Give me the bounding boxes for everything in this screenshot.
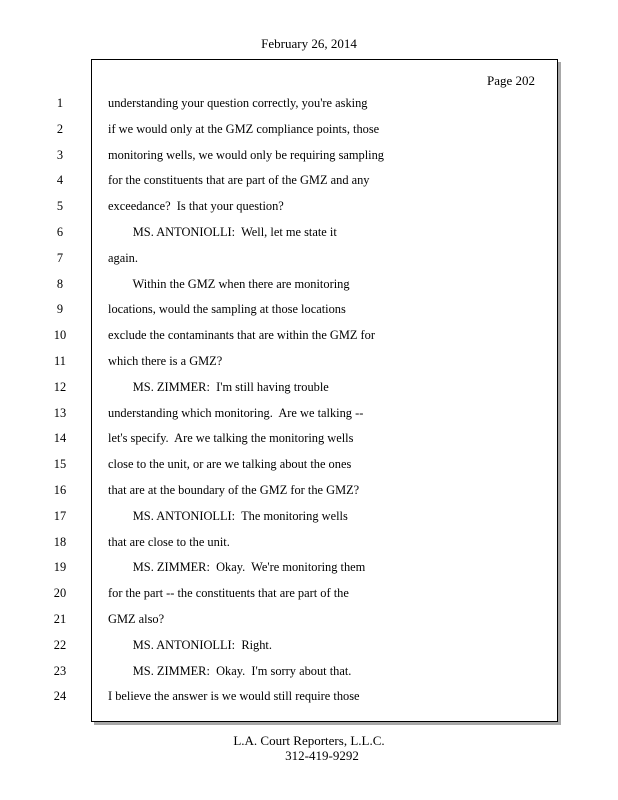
transcript-line	[0, 276, 618, 302]
transcript-line	[0, 147, 618, 173]
transcript-line	[0, 611, 618, 637]
line-number: 10	[53, 328, 67, 343]
line-text: again.	[108, 250, 138, 265]
line-number: 16	[53, 482, 67, 497]
line-number: 19	[53, 560, 67, 575]
line-text: for the constituents that are part of the GMZ and any	[108, 173, 370, 188]
line-number: 3	[56, 147, 64, 162]
page-number: Page 202	[486, 73, 535, 88]
transcript-line	[0, 534, 618, 560]
line-text: exceedance? Is that your question?	[108, 199, 284, 214]
line-number: 18	[53, 534, 67, 549]
line-number: 13	[53, 405, 67, 420]
page-date: February 26, 2014	[261, 36, 357, 51]
transcript-line	[0, 95, 618, 121]
transcript-line	[0, 456, 618, 482]
transcript-line	[0, 585, 618, 611]
line-text: MS. ANTONIOLLI: Right.	[108, 637, 272, 652]
line-number: 21	[53, 611, 67, 626]
line-number: 7	[56, 250, 64, 265]
transcript-line	[0, 405, 618, 431]
line-text: GMZ also?	[108, 611, 165, 626]
transcript-line	[0, 327, 618, 353]
transcript-line	[0, 353, 618, 379]
line-text: MS. ZIMMER: I'm still having trouble	[108, 379, 329, 394]
footer-company: L.A. Court Reporters, L.L.C.	[233, 733, 385, 748]
transcript-line	[0, 559, 618, 585]
line-number: 11	[54, 353, 66, 368]
line-number: 23	[53, 663, 67, 678]
transcript-line	[0, 379, 618, 405]
line-text: for the part -- the constituents that are part of the	[108, 586, 349, 601]
line-text: which there is a GMZ?	[108, 353, 223, 368]
line-text: MS. ANTONIOLLI: Well, let me state it	[108, 224, 337, 239]
line-text: monitoring wells, we would only be requiring sampling	[108, 147, 385, 162]
footer-phone: 312-419-9292	[285, 748, 359, 763]
transcript-line	[0, 172, 618, 198]
line-number: 22	[53, 637, 67, 652]
line-number: 4	[56, 173, 64, 188]
transcript-line	[0, 688, 618, 714]
line-text: exclude the contaminants that are within the GMZ for	[108, 328, 376, 343]
line-text: Within the GMZ when there are monitoring	[108, 276, 350, 291]
line-text: MS. ZIMMER: Okay. We're monitoring them	[108, 560, 366, 575]
transcript-line	[0, 301, 618, 327]
line-text: locations, would the sampling at those locations	[108, 302, 346, 317]
transcript-line	[0, 250, 618, 276]
transcript-line	[0, 482, 618, 508]
line-text: let's specify. Are we talking the monitoring wells	[108, 431, 354, 446]
line-number: 20	[53, 586, 67, 601]
line-text: if we would only at the GMZ compliance points, those	[108, 121, 380, 136]
line-text: MS. ZIMMER: Okay. I'm sorry about that.	[108, 663, 352, 678]
line-number: 2	[56, 121, 64, 136]
line-number: 6	[56, 224, 64, 239]
line-number: 14	[53, 431, 67, 446]
line-text: close to the unit, or are we talking about the ones	[108, 457, 352, 472]
page-footer	[0, 733, 618, 763]
transcript-line	[0, 121, 618, 147]
line-text: that are close to the unit.	[108, 534, 230, 549]
transcript-line	[0, 198, 618, 224]
line-number: 15	[53, 457, 67, 472]
line-text: understanding your question correctly, you're asking	[108, 96, 368, 110]
transcript-line	[0, 508, 618, 534]
line-text: I believe the answer is we would still require those	[108, 689, 360, 704]
line-number: 1	[56, 96, 64, 110]
transcript-lines	[0, 95, 618, 714]
line-number: 5	[56, 199, 64, 214]
line-text: understanding which monitoring. Are we talking --	[108, 405, 364, 420]
transcript-line	[0, 430, 618, 456]
transcript-line	[0, 663, 618, 689]
line-number: 17	[53, 508, 67, 523]
line-number: 9	[56, 302, 64, 317]
line-text: MS. ANTONIOLLI: The monitoring wells	[108, 508, 348, 523]
transcript-line	[0, 224, 618, 250]
transcript-line	[0, 637, 618, 663]
line-number: 24	[53, 689, 67, 704]
line-text: that are at the boundary of the GMZ for the GMZ?	[108, 482, 360, 497]
line-number: 8	[56, 276, 64, 291]
line-number: 12	[53, 379, 67, 394]
